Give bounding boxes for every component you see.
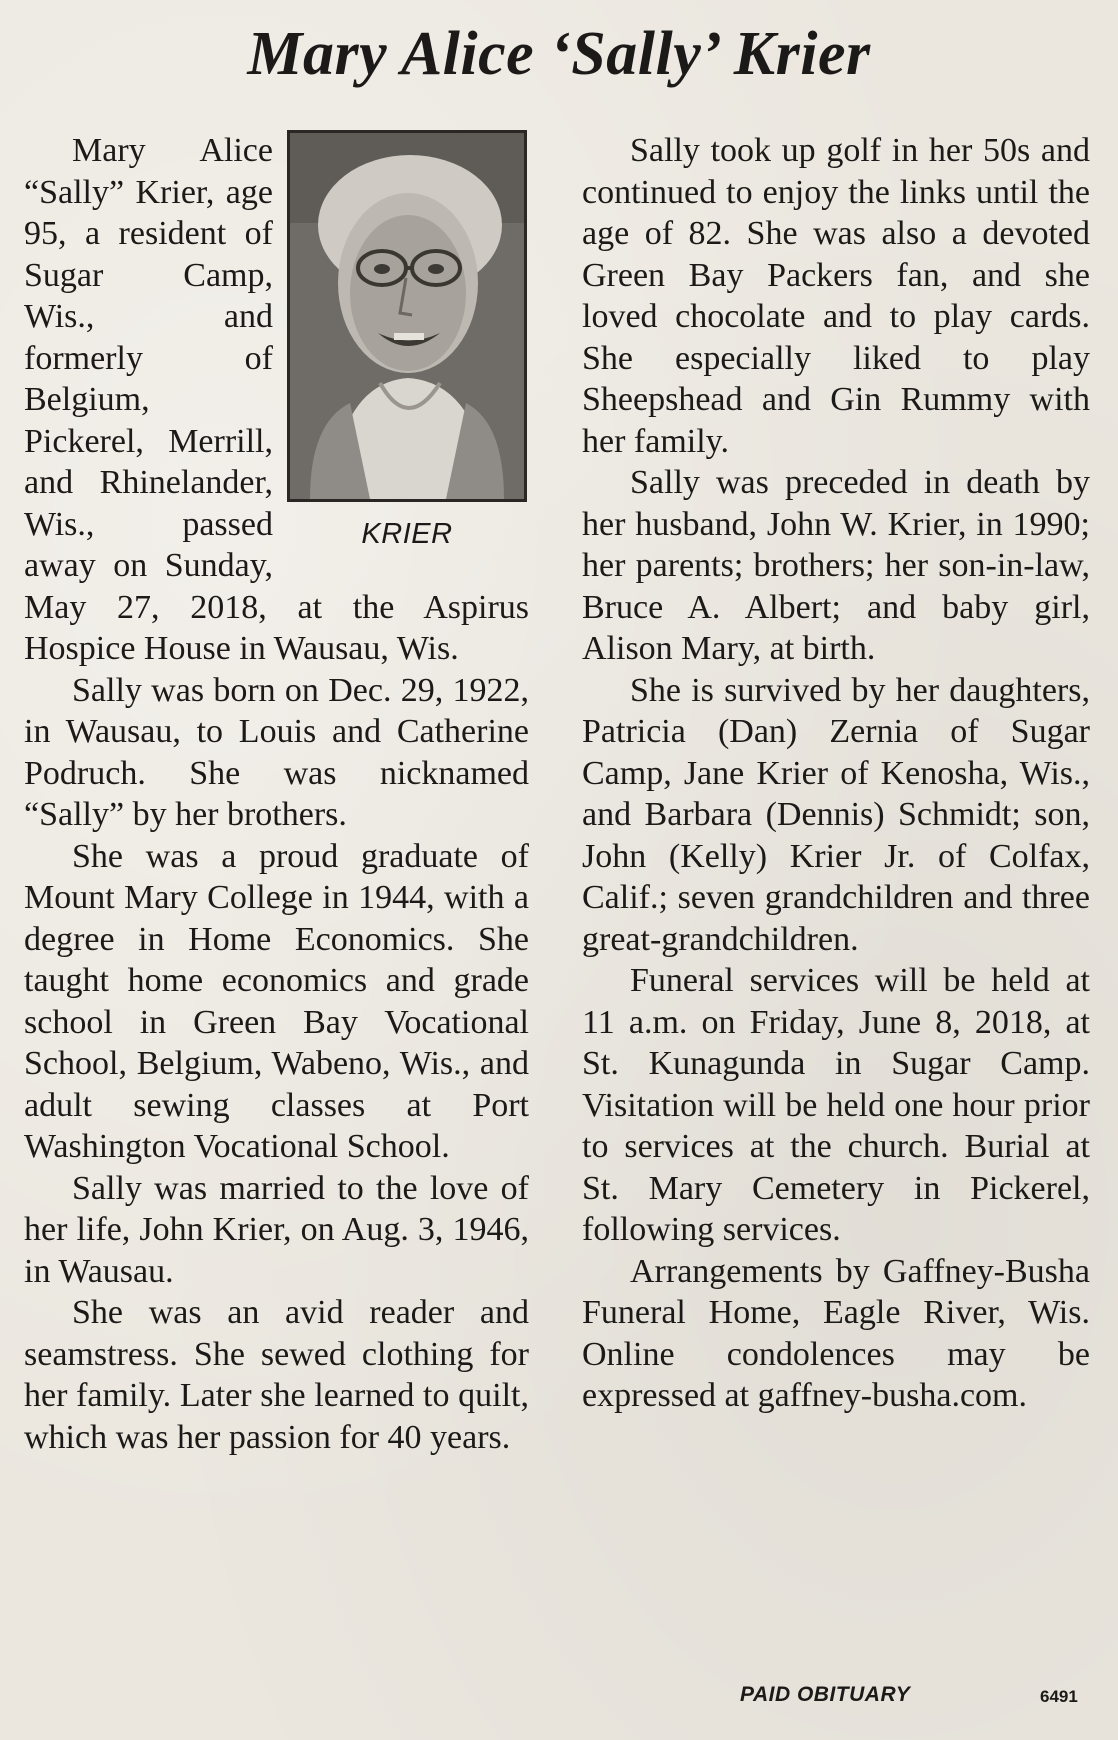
paragraph-preceded: Sally was preceded in death by her husband, John W. Krier, in 1990; her parents; brothers; her son-in-law, Bruce A. Albert; and baby girl, Alison Mary, at birth.: [582, 464, 1090, 667]
paragraph-golf: Sally took up golf in her 50s and continued to enjoy the links until the age of 82. She was also a devoted Green Bay Packers fan, and she loved chocolate and to play cards. She especially liked to play Sheepshead and Gin Rummy with her family.: [582, 132, 1090, 460]
portrait-illustration: [290, 133, 524, 499]
obituary-title: Mary Alice ‘Sally’ Krier: [247, 20, 871, 88]
photo-caption: KRIER: [361, 518, 453, 550]
paragraph-marriage: Sally was married to the love of her life, John Krier, on Aug. 3, 1946, in Wausau.: [24, 1169, 529, 1290]
paragraph-death-notice: Mary Alice “Sally” Krier, age 95, a resident of Sugar Camp, Wis., and formerly of Belgium, Pickerel, Merrill, and Rhinelander, Wis., passed away on Sunday, May 27, 2018, at the Aspirus Hospice House in Wausau, Wis.: [24, 132, 529, 667]
paragraph-survived: She is survived by her daughters, Patricia (Dan) Zernia of Sugar Camp, Jane Krier of Kenosha, Wis., and Barbara (Dennis) Schmidt; son, John (Kelly) Krier Jr. of Colfax, Calif.; seven grandchildren and three great-grandchildren.: [582, 671, 1090, 958]
paragraph-birth: Sally was born on Dec. 29, 1922, in Wausau, to Louis and Catherine Podruch. She was nicknamed “Sally” by her brothers.: [24, 671, 529, 833]
paid-obituary-label: PAID OBITUARY: [740, 1683, 911, 1706]
paragraph-education: She was a proud graduate of Mount Mary College in 1944, with a degree in Home Economics. She taught home economics and grade school in Green Bay Vocational School, Belgium, Wabeno, Wis., and adult sewing classes at Port Washington Vocational School.: [24, 837, 529, 1165]
portrait-photo: [287, 130, 527, 502]
paragraph-funeral: Funeral services will be held at 11 a.m. on Friday, June 8, 2018, at St. Kunagunda in Sugar Camp. Visitation will be held one hour prior to services at the church. Burial at St. Mary Cemetery in Pickerel, following services.: [582, 962, 1090, 1248]
paragraph-hobbies: She was an avid reader and seamstress. She sewed clothing for her family. Later she learned to quilt, which was her passion for 40 years.: [24, 1294, 529, 1456]
ad-code: 6491: [1040, 1687, 1078, 1706]
left-column: [24, 130, 529, 1458]
paragraph-arrangements: Arrangements by Gaffney-Busha Funeral Home, Eagle River, Wis. Online condolences may be expressed at gaffney-busha.com.: [582, 1252, 1090, 1414]
photo-block: [287, 130, 539, 585]
right-column: [582, 130, 1090, 1417]
